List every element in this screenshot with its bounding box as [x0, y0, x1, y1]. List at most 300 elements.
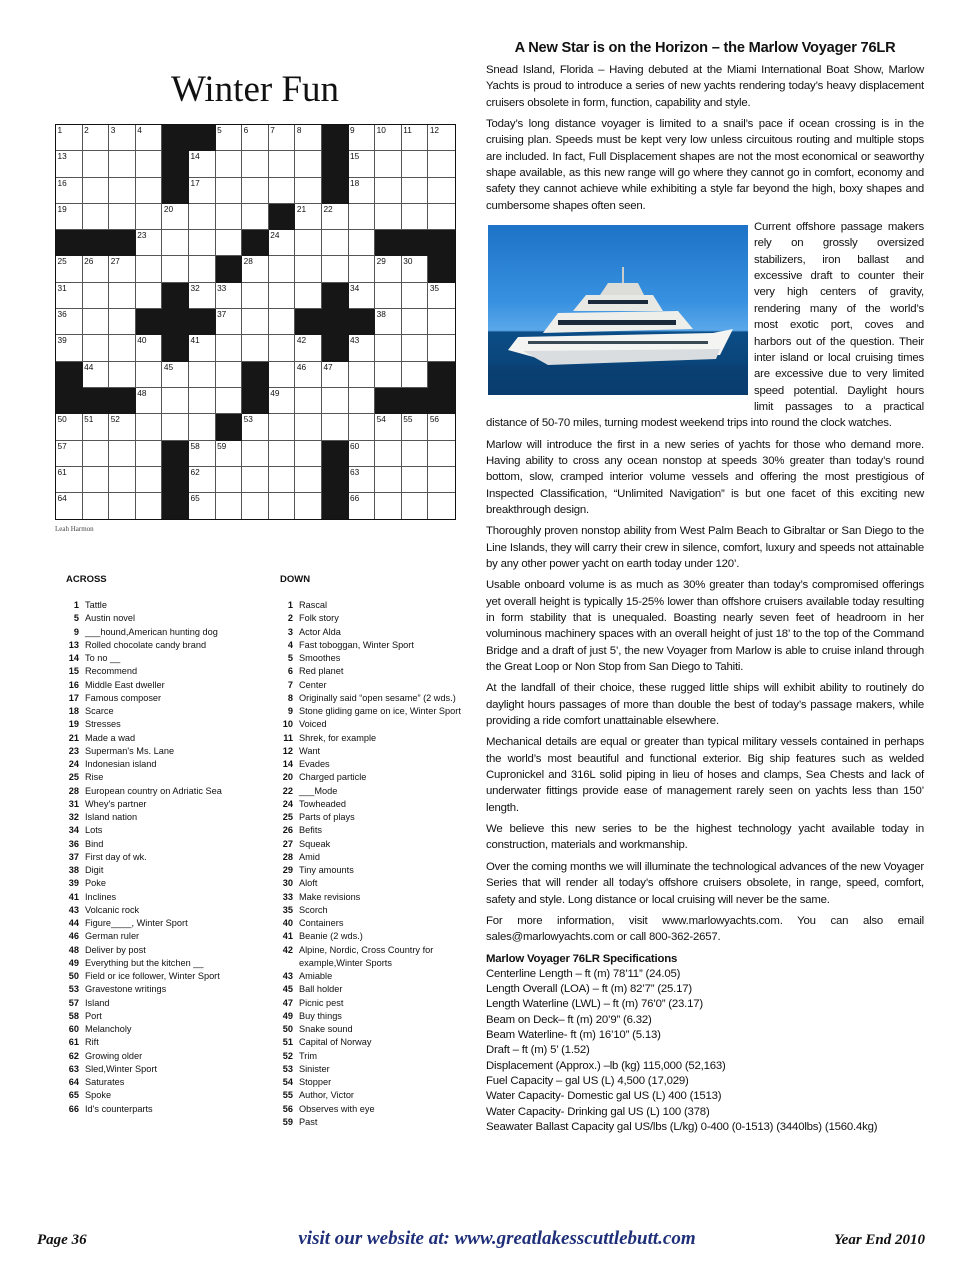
grid-cell[interactable]: [216, 204, 243, 230]
grid-cell[interactable]: [269, 335, 296, 361]
grid-cell[interactable]: [428, 151, 455, 177]
grid-cell[interactable]: [136, 335, 163, 361]
clue-num: 16: [68, 679, 79, 690]
black-square: [428, 388, 455, 414]
grid-cell[interactable]: [83, 125, 110, 151]
grid-cell[interactable]: [216, 230, 243, 256]
grid-cell[interactable]: [269, 309, 296, 335]
grid-cell[interactable]: [83, 256, 110, 282]
grid-cell[interactable]: [295, 256, 322, 282]
clue-text: Made a wad: [85, 732, 136, 743]
grid-cell[interactable]: [189, 414, 216, 440]
spec-line: Water Capacity- Drinking gal US (L) 100 (378): [486, 1105, 710, 1118]
black-square: [162, 309, 189, 335]
grid-cell[interactable]: [162, 414, 189, 440]
grid-cell[interactable]: [402, 441, 429, 467]
clue-number: 33: [217, 282, 227, 293]
clue-item: [63, 891, 273, 904]
clue-number: 38: [376, 309, 386, 320]
grid-cell[interactable]: [402, 414, 429, 440]
clue-number: 34: [350, 282, 360, 293]
grid-cell[interactable]: [269, 414, 296, 440]
clue-num: 7: [287, 679, 293, 690]
black-square: [242, 388, 269, 414]
grid-cell[interactable]: [136, 493, 163, 519]
grid-cell[interactable]: [83, 467, 110, 493]
grid-cell[interactable]: [56, 178, 83, 204]
grid-cell[interactable]: [216, 335, 243, 361]
grid-cell[interactable]: [242, 467, 269, 493]
clue-number: 35: [429, 282, 440, 293]
clue-text: Tiny amounts: [299, 865, 354, 875]
clue-number: 17: [190, 177, 200, 188]
grid-cell[interactable]: [428, 441, 455, 467]
grid-cell[interactable]: [269, 230, 296, 256]
grid-cell[interactable]: [375, 256, 402, 282]
grid-cell[interactable]: [295, 151, 322, 177]
grid-cell[interactable]: [109, 283, 136, 309]
clue-item: [63, 1050, 273, 1063]
grid-cell[interactable]: [375, 309, 402, 335]
black-square: [322, 151, 349, 177]
clue-item: [63, 904, 273, 917]
grid-cell[interactable]: [402, 283, 429, 309]
clue-number: 6: [243, 125, 249, 135]
black-square: [402, 388, 429, 414]
grid-cell[interactable]: [402, 125, 429, 151]
clue-number: 25: [57, 256, 67, 267]
grid-cell[interactable]: [269, 493, 296, 519]
specs-list: [486, 967, 924, 1135]
grid-cell[interactable]: [295, 467, 322, 493]
grid-cell[interactable]: [189, 388, 216, 414]
grid-cell[interactable]: [109, 151, 136, 177]
clue-num: 52: [282, 1050, 293, 1061]
grid-cell[interactable]: [375, 467, 402, 493]
grid-cell[interactable]: [428, 283, 455, 309]
black-square: [162, 335, 189, 361]
spec-line: Centerline Length – ft (m) 78’11” (24.05): [486, 967, 681, 980]
grid-cell[interactable]: [242, 151, 269, 177]
grid-cell[interactable]: [269, 256, 296, 282]
grid-cell[interactable]: [322, 388, 349, 414]
grid-cell[interactable]: [83, 441, 110, 467]
grid-cell[interactable]: [402, 151, 429, 177]
page-number: Page 36: [37, 1232, 87, 1248]
clue-text: Austin novel: [85, 613, 136, 624]
clue-num: 53: [282, 1063, 293, 1074]
clue-text: Island nation: [85, 812, 138, 822]
grid-cell[interactable]: [322, 362, 349, 388]
grid-cell[interactable]: [216, 125, 243, 151]
grid-cell[interactable]: [189, 256, 216, 282]
grid-cell[interactable]: [349, 441, 376, 467]
clue-num: 14: [68, 653, 79, 663]
clue-number: 37: [217, 309, 227, 320]
grid-cell[interactable]: [322, 230, 349, 256]
grid-cell[interactable]: [322, 414, 349, 440]
clue-text: Smoothes: [299, 653, 341, 663]
clue-num: 13: [68, 639, 79, 650]
grid-cell[interactable]: [189, 467, 216, 493]
black-square: [162, 178, 189, 204]
grid-cell[interactable]: [349, 335, 376, 361]
grid-cell[interactable]: [189, 178, 216, 204]
grid-cell[interactable]: [242, 256, 269, 282]
clue-text: Stopper: [299, 1077, 332, 1087]
grid-cell[interactable]: [109, 414, 136, 440]
black-square: [349, 309, 376, 335]
grid-cell[interactable]: [136, 414, 163, 440]
clue-num: 14: [282, 759, 293, 769]
grid-cell[interactable]: [402, 335, 429, 361]
clue-item: [277, 877, 477, 890]
clue-item: [277, 1036, 477, 1049]
grid-cell[interactable]: [189, 335, 216, 361]
grid-cell[interactable]: [83, 151, 110, 177]
grid-cell[interactable]: [56, 309, 83, 335]
black-square: [322, 178, 349, 204]
clue-num: 18: [68, 706, 79, 716]
clue-text: Saturates: [85, 1077, 125, 1087]
clue-number: 42: [296, 335, 307, 346]
grid-cell[interactable]: [375, 493, 402, 519]
black-square: [109, 230, 136, 256]
grid-cell[interactable]: [56, 335, 83, 361]
grid-cell[interactable]: [428, 178, 455, 204]
grid-cell[interactable]: [295, 493, 322, 519]
clue-number: 20: [163, 203, 174, 214]
grid-cell[interactable]: [216, 178, 243, 204]
clue-text: Rolled chocolate candy brand: [85, 639, 207, 650]
grid-cell[interactable]: [242, 335, 269, 361]
clue-num: 9: [73, 626, 79, 637]
clue-text: Growing older: [85, 1050, 143, 1061]
grid-cell[interactable]: [189, 283, 216, 309]
clue-item: [63, 718, 273, 731]
grid-cell[interactable]: [136, 467, 163, 493]
clue-num: 44: [68, 918, 79, 928]
grid-cell[interactable]: [109, 309, 136, 335]
clue-text: Containers: [299, 918, 344, 928]
grid-cell[interactable]: [349, 256, 376, 282]
black-square: [322, 335, 349, 361]
grid-cell[interactable]: [349, 414, 376, 440]
grid-cell[interactable]: [56, 493, 83, 519]
grid-cell[interactable]: [322, 204, 349, 230]
grid-cell[interactable]: [322, 256, 349, 282]
black-square: [322, 493, 349, 519]
grid-cell[interactable]: [402, 362, 429, 388]
black-square: [242, 230, 269, 256]
clue-text: Port: [85, 1010, 102, 1021]
grid-cell[interactable]: [242, 178, 269, 204]
clue-item: [63, 732, 273, 745]
grid-cell[interactable]: [56, 204, 83, 230]
clue-num: 42: [282, 944, 293, 955]
grid-cell[interactable]: [428, 125, 455, 151]
across-clue-list: [63, 599, 273, 1116]
grid-cell[interactable]: [109, 441, 136, 467]
grid-cell[interactable]: [216, 467, 243, 493]
grid-cell[interactable]: [349, 125, 376, 151]
grid-cell[interactable]: [109, 467, 136, 493]
grid-cell[interactable]: [375, 414, 402, 440]
grid-cell[interactable]: [295, 178, 322, 204]
grid-cell[interactable]: [269, 283, 296, 309]
grid-cell[interactable]: [109, 178, 136, 204]
grid-cell[interactable]: [83, 204, 110, 230]
grid-cell[interactable]: [402, 204, 429, 230]
clue-num: 5: [73, 613, 79, 624]
clue-text: Towheaded: [299, 798, 346, 809]
clue-item: [63, 864, 273, 877]
crossword-grid: [55, 124, 456, 520]
grid-cell[interactable]: [375, 335, 402, 361]
grid-cell[interactable]: [269, 388, 296, 414]
clue-number: 12: [429, 125, 440, 135]
clue-item: [277, 970, 477, 983]
grid-cell[interactable]: [216, 493, 243, 519]
grid-cell[interactable]: [216, 151, 243, 177]
grid-cell[interactable]: [349, 204, 376, 230]
clue-text: Tattle: [85, 600, 107, 610]
grid-cell[interactable]: [242, 204, 269, 230]
clue-item: [63, 1103, 273, 1116]
grid-cell[interactable]: [109, 204, 136, 230]
clue-text: Id's counterparts: [85, 1103, 153, 1114]
grid-cell[interactable]: [136, 151, 163, 177]
grid-cell[interactable]: [269, 441, 296, 467]
grid-cell[interactable]: [269, 151, 296, 177]
grid-cell[interactable]: [242, 125, 269, 151]
clue-number: 3: [110, 125, 116, 135]
black-square: [162, 283, 189, 309]
clue-item: [277, 838, 477, 851]
grid-cell[interactable]: [349, 388, 376, 414]
grid-cell[interactable]: [189, 441, 216, 467]
grid-cell[interactable]: [349, 362, 376, 388]
grid-cell[interactable]: [162, 256, 189, 282]
clue-text: Scarce: [85, 706, 114, 716]
grid-cell[interactable]: [56, 441, 83, 467]
clue-num: 56: [282, 1103, 293, 1114]
grid-cell[interactable]: [56, 467, 83, 493]
clue-number: 11: [403, 125, 412, 135]
grid-cell[interactable]: [242, 309, 269, 335]
grid-cell[interactable]: [295, 335, 322, 361]
black-square: [136, 309, 163, 335]
specs-title: Marlow Voyager 76LR Specifications: [486, 952, 678, 965]
grid-cell[interactable]: [56, 256, 83, 282]
grid-cell[interactable]: [375, 125, 402, 151]
clue-number: 43: [350, 335, 360, 346]
grid-cell[interactable]: [162, 204, 189, 230]
clue-num: 54: [282, 1077, 293, 1087]
grid-cell[interactable]: [295, 441, 322, 467]
grid-cell[interactable]: [56, 414, 83, 440]
website-link[interactable]: visit our website at: www.greatlakesscuttlebutt.com: [298, 1228, 696, 1249]
grid-cell[interactable]: [109, 335, 136, 361]
grid-cell[interactable]: [216, 283, 243, 309]
grid-cell[interactable]: [402, 178, 429, 204]
grid-cell[interactable]: [375, 441, 402, 467]
grid-cell[interactable]: [83, 178, 110, 204]
grid-cell[interactable]: [136, 178, 163, 204]
grid-cell[interactable]: [83, 493, 110, 519]
article-paragraph: At the landfall of their choice, these rugged little ships will exhibit ability to routinely do daylight hours passages of more than double the best of today’s passage makers, while providing a ride comfort unattainable elsewhere.: [486, 682, 924, 728]
black-square: [83, 230, 110, 256]
grid-cell[interactable]: [189, 493, 216, 519]
grid-cell[interactable]: [428, 335, 455, 361]
grid-cell[interactable]: [269, 178, 296, 204]
grid-cell[interactable]: [189, 230, 216, 256]
grid-cell[interactable]: [189, 362, 216, 388]
clue-num: 4: [287, 639, 293, 650]
clue-number: 14: [190, 151, 200, 162]
clue-text: Folk story: [299, 613, 339, 624]
clue-item: [277, 652, 477, 665]
clue-number: 21: [296, 203, 307, 214]
grid-cell[interactable]: [216, 388, 243, 414]
grid-cell[interactable]: [269, 362, 296, 388]
grid-cell[interactable]: [375, 283, 402, 309]
grid-cell[interactable]: [375, 362, 402, 388]
article-paragraph: For more information, visit www.marlowyachts.com. You can also email sales@marlowyachts.com or call 800-362-2657.: [486, 914, 924, 944]
clue-text: Bind: [85, 838, 104, 849]
grid-cell[interactable]: [375, 151, 402, 177]
down-clues: [277, 573, 477, 1129]
grid-cell[interactable]: [83, 414, 110, 440]
grid-cell[interactable]: [136, 283, 163, 309]
clue-text: Actor Alda: [299, 626, 341, 637]
clue-text: Sinister: [299, 1063, 330, 1074]
clue-num: 10: [282, 719, 293, 730]
grid-cell[interactable]: [295, 125, 322, 151]
grid-cell[interactable]: [295, 283, 322, 309]
clue-text: Capital of Norway: [299, 1037, 372, 1048]
clue-text: Scorch: [299, 904, 328, 915]
clue-text: Originally said “open sesame” (2 wds.): [299, 692, 456, 703]
grid-cell[interactable]: [216, 362, 243, 388]
grid-cell[interactable]: [83, 283, 110, 309]
grid-cell[interactable]: [56, 125, 83, 151]
clue-text: Gravestone writings: [85, 984, 167, 995]
grid-cell[interactable]: [83, 362, 110, 388]
clue-number: 29: [376, 256, 386, 267]
black-square: [216, 256, 243, 282]
grid-cell[interactable]: [242, 283, 269, 309]
grid-cell[interactable]: [136, 362, 163, 388]
grid-cell[interactable]: [349, 230, 376, 256]
grid-cell[interactable]: [189, 151, 216, 177]
grid-cell[interactable]: [136, 230, 163, 256]
grid-cell[interactable]: [242, 441, 269, 467]
clue-item: [63, 930, 273, 943]
grid-cell[interactable]: [295, 204, 322, 230]
grid-cell[interactable]: [189, 204, 216, 230]
clue-text: Want: [299, 745, 321, 756]
clue-text: Aloft: [299, 878, 318, 889]
clue-item: [63, 957, 273, 970]
grid-cell[interactable]: [428, 309, 455, 335]
grid-cell[interactable]: [242, 493, 269, 519]
grid-cell[interactable]: [375, 204, 402, 230]
grid-cell[interactable]: [349, 151, 376, 177]
clue-text: Lots: [85, 825, 103, 836]
grid-cell[interactable]: [402, 467, 429, 493]
grid-cell[interactable]: [216, 309, 243, 335]
grid-cell[interactable]: [295, 362, 322, 388]
grid-cell[interactable]: [136, 441, 163, 467]
grid-cell[interactable]: [428, 414, 455, 440]
clue-item: [63, 944, 273, 957]
grid-cell[interactable]: [56, 151, 83, 177]
grid-cell[interactable]: [162, 388, 189, 414]
clue-item: [63, 626, 273, 639]
grid-cell[interactable]: [136, 256, 163, 282]
clue-text: ___hound,American hunting dog: [85, 626, 218, 637]
clue-text: Observes with eye: [299, 1103, 375, 1114]
grid-cell[interactable]: [109, 493, 136, 519]
clue-item: [63, 758, 273, 771]
grid-cell[interactable]: [295, 414, 322, 440]
article-paragraph: Today’s long distance voyager is limited to a snail’s pace if ocean crossing is in the cruising plan. Speeds must be kept very low unless circuitous routing and multiple stops are included. In fact, Full Displacement shapes are not the most economical or seaworthy shape available, as this new range will go where they cannot go in comfort, economy and safety they cannot achieve while exhibiting a style far beyond the high, boxy shapes and cumbersome shapes often seen.: [486, 118, 924, 212]
grid-cell[interactable]: [56, 283, 83, 309]
grid-cell[interactable]: [295, 230, 322, 256]
grid-cell[interactable]: [109, 362, 136, 388]
grid-cell[interactable]: [109, 256, 136, 282]
clue-num: 26: [282, 825, 293, 836]
grid-cell[interactable]: [375, 178, 402, 204]
clue-text: Superman's Ms. Lane: [85, 745, 175, 756]
grid-cell[interactable]: [136, 204, 163, 230]
grid-cell[interactable]: [349, 178, 376, 204]
clue-num: 25: [68, 772, 79, 783]
grid-cell[interactable]: [349, 283, 376, 309]
grid-cell[interactable]: [349, 467, 376, 493]
grid-cell[interactable]: [109, 125, 136, 151]
grid-cell[interactable]: [83, 335, 110, 361]
grid-cell[interactable]: [269, 467, 296, 493]
grid-cell[interactable]: [242, 414, 269, 440]
grid-cell[interactable]: [428, 467, 455, 493]
grid-cell[interactable]: [136, 388, 163, 414]
grid-cell[interactable]: [216, 441, 243, 467]
grid-cell[interactable]: [269, 125, 296, 151]
clue-num: 19: [68, 719, 79, 730]
grid-cell[interactable]: [162, 362, 189, 388]
clue-item: [277, 904, 477, 917]
grid-cell[interactable]: [402, 309, 429, 335]
clue-number: 10: [376, 125, 386, 135]
clue-text: Spoke: [85, 1090, 112, 1101]
grid-cell[interactable]: [402, 256, 429, 282]
clue-number: 52: [110, 414, 120, 425]
grid-cell[interactable]: [349, 493, 376, 519]
grid-cell[interactable]: [162, 230, 189, 256]
grid-cell[interactable]: [136, 125, 163, 151]
grid-cell[interactable]: [295, 388, 322, 414]
clue-item: [277, 626, 477, 639]
clue-num: 55: [282, 1090, 293, 1101]
grid-cell[interactable]: [428, 493, 455, 519]
grid-cell[interactable]: [402, 493, 429, 519]
clue-number: 51: [84, 414, 94, 425]
grid-cell[interactable]: [83, 309, 110, 335]
grid-cell[interactable]: [428, 204, 455, 230]
black-square: [216, 414, 243, 440]
